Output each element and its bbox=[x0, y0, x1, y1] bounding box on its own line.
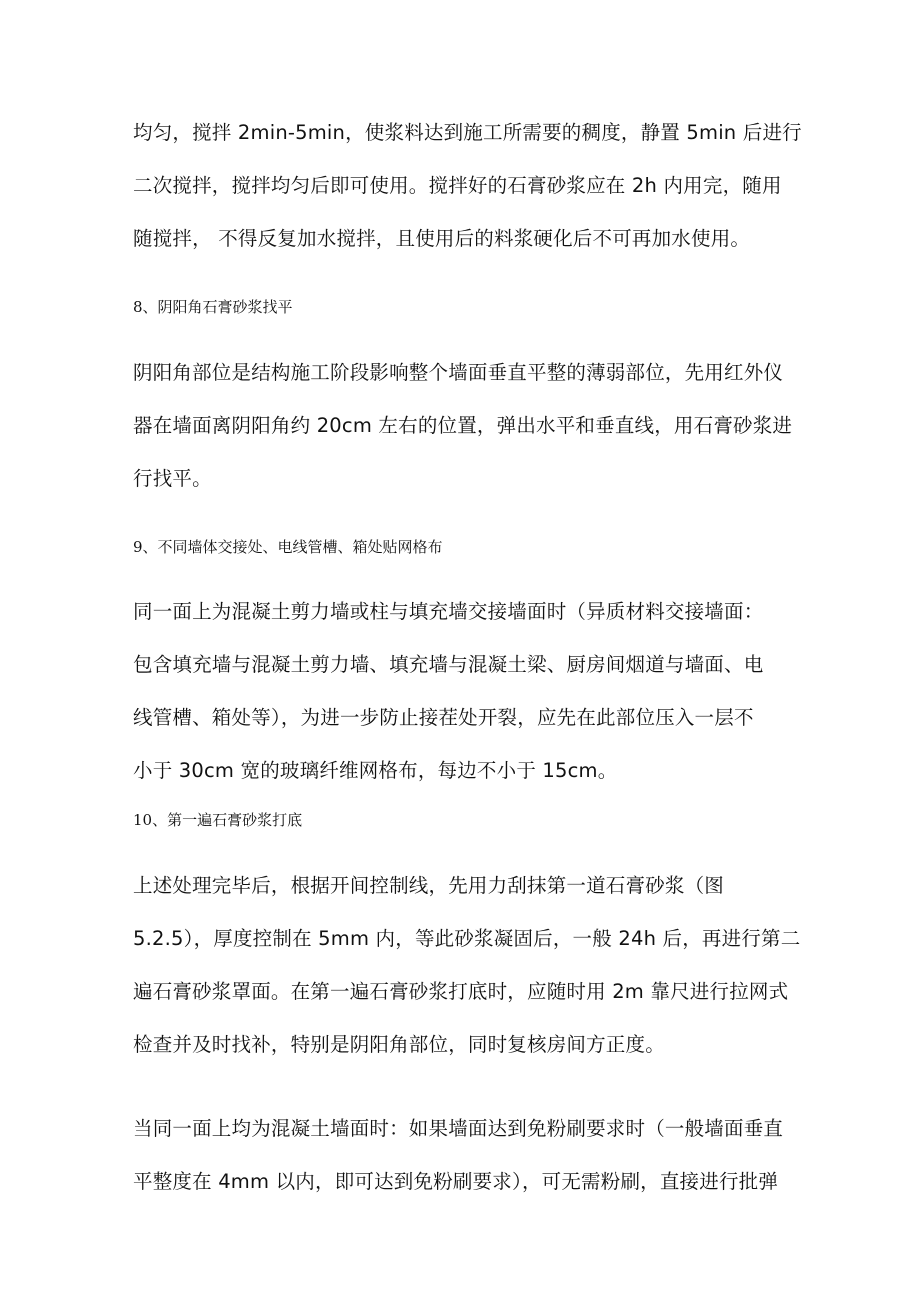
text-line: 器在墙面离阴阳角约 20cm 左右的位置，弹出水平和垂直线，用石膏砂浆进 bbox=[133, 414, 793, 437]
text-line: 行找平。 bbox=[133, 467, 212, 490]
paragraph-mesh-cloth bbox=[133, 585, 801, 797]
text-line: 包含填充墙与混凝土剪力墙、填充墙与混凝土梁、厨房间烟道与墙面、电 bbox=[133, 653, 764, 676]
text-line: 遍石膏砂浆罩面。在第一遍石膏砂浆打底时，应随时用 2m 靠尺进行拉网式 bbox=[133, 980, 789, 1003]
text-line: 二次搅拌，搅拌均匀后即可使用。搅拌好的石膏砂浆应在 2h 内用完，随用 bbox=[133, 174, 782, 197]
text-line: 同一面上为混凝土剪力墙或柱与填充墙交接墙面时（异质材料交接墙面： bbox=[133, 600, 764, 623]
text-line: 上述处理完毕后，根据开间控制线，先用力刮抹第一道石膏砂浆（图 bbox=[133, 874, 725, 897]
section-heading-9: 9、不同墙体交接处、电线管槽、箱处贴网格布 bbox=[133, 538, 443, 556]
paragraph-corner-leveling bbox=[133, 346, 801, 505]
section-heading-8: 8、阴阳角石膏砂浆找平 bbox=[133, 298, 293, 316]
text-line: 当同一面上均为混凝土墙面时：如果墙面达到免粉刷要求时（一般墙面垂直 bbox=[133, 1117, 784, 1140]
text-line: 随搅拌， 不得反复加水搅拌，且使用后的料浆硬化后不可再加水使用。 bbox=[133, 227, 751, 250]
paragraph-first-coat bbox=[133, 859, 801, 1071]
text-line: 均匀，搅拌 2min-5min，使浆料达到施工所需要的稠度，静置 5min 后进行 bbox=[133, 121, 802, 144]
paragraph-mixing bbox=[133, 106, 801, 265]
text-line: 线管槽、箱处等），为进一步防止接茬处开裂，应先在此部位压入一层不 bbox=[133, 706, 754, 729]
text-line: 阴阳角部位是结构施工阶段影响整个墙面垂直平整的薄弱部位，先用红外仪 bbox=[133, 361, 784, 384]
text-line: 检查并及时找补，特别是阴阳角部位，同时复核房间方正度。 bbox=[133, 1033, 665, 1056]
text-line: 平整度在 4mm 以内，即可达到免粉刷要求），可无需粉刷，直接进行批弹 bbox=[133, 1170, 779, 1193]
text-line: 小于 30cm 宽的玻璃纤维网格布，每边不小于 15cm。 bbox=[133, 759, 618, 782]
paragraph-concrete-wall bbox=[133, 1102, 801, 1208]
text-line: 5.2.5），厚度控制在 5mm 内，等此砂浆凝固后，一般 24h 后，再进行第二 bbox=[133, 927, 801, 950]
section-heading-10: 10、第一遍石膏砂浆打底 bbox=[133, 811, 303, 829]
